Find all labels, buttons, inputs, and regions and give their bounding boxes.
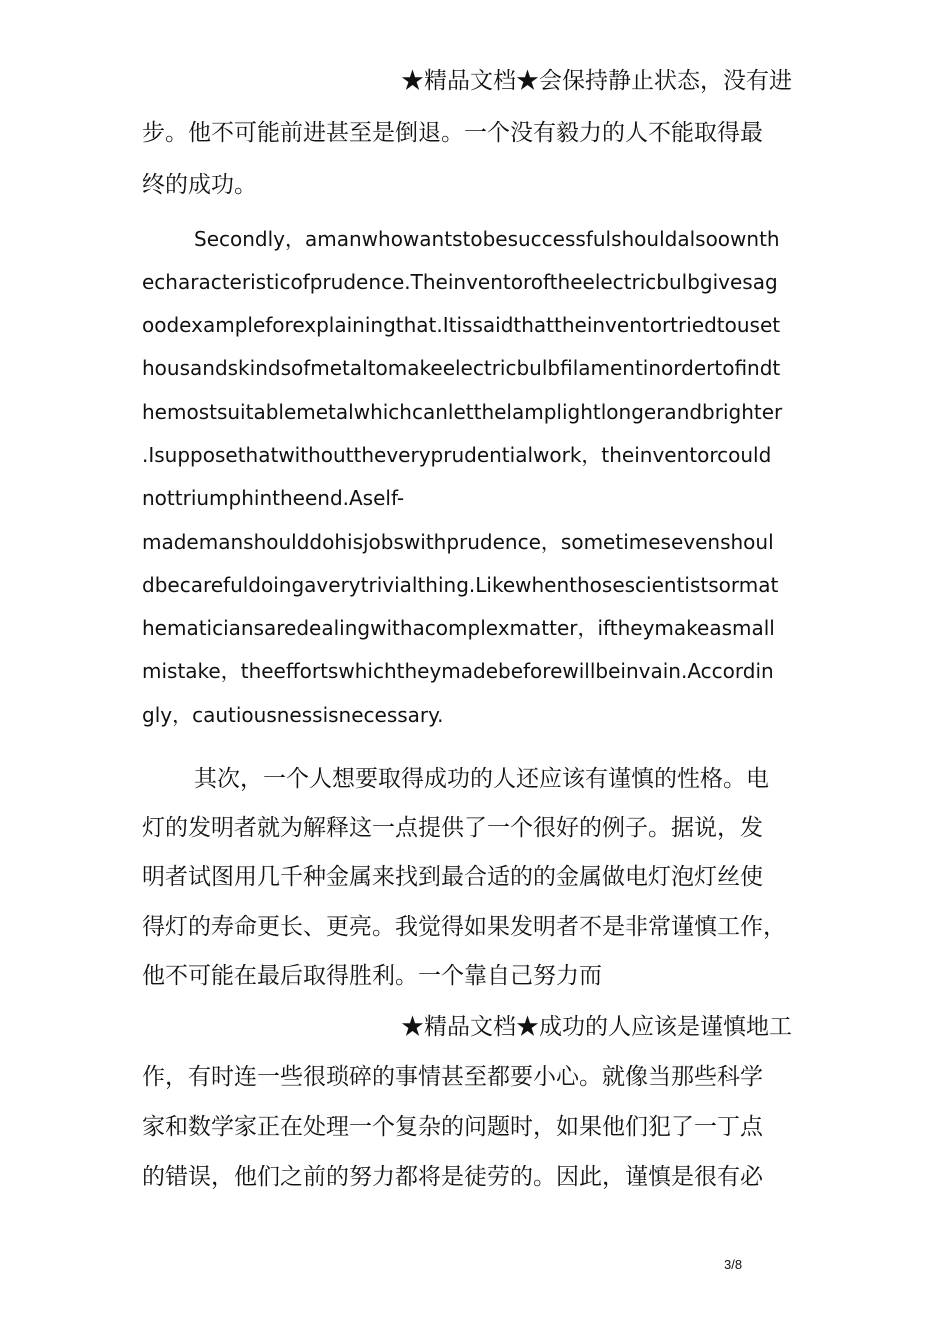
english-paragraph-line: Secondly，amanwhowantstobesuccessfulshouldalsoownth [194, 227, 780, 251]
paragraph-line: 作，有时连一些很琐碎的事情甚至都要小心。就像当那些科学 [142, 1064, 763, 1090]
english-paragraph-line: nottriumphintheend.Aself- [142, 486, 405, 510]
paragraph-line: 终的成功。 [142, 172, 257, 198]
paragraph-line: 他不可能在最后取得胜利。一个靠自己努力而 [142, 963, 602, 989]
paragraph-line: 的错误，他们之前的努力都将是徒劳的。因此，谨慎是很有必 [142, 1164, 763, 1190]
english-paragraph-line: mistake，theeffortswhichtheymadebeforewillbeinvain.Accordin [142, 659, 774, 683]
english-paragraph-line: hemostsuitablemetalwhichcanletthelamplightlongerandbrighter [142, 400, 783, 424]
page-number: 3/8 [724, 1257, 743, 1272]
english-paragraph-line: hematiciansaredealingwithacomplexmatter，iftheymakeasmall [142, 616, 775, 640]
english-paragraph-line: echaracteristicofprudence.Theinventoroftheelectricbulbgivesag [142, 270, 778, 294]
english-paragraph-line: .Isupposethatwithouttheveryprudentialwork，theinventorcould [142, 443, 772, 467]
english-paragraph-line: mademanshoulddohisjobswithprudence，sometimesevenshoul [142, 530, 774, 554]
paragraph-line: 明者试图用几千种金属来找到最合适的的金属做电灯泡灯丝使 [142, 864, 763, 890]
paragraph-line: 步。他不可能前进甚至是倒退。一个没有毅力的人不能取得最 [142, 120, 763, 146]
header-mark-line: ★精品文档★成功的人应该是谨慎地工 [401, 1014, 792, 1040]
header-mark-line: ★精品文档★会保持静止状态，没有进 [401, 68, 792, 94]
english-paragraph-line: oodexampleforexplainingthat.Itissaidthattheinventortriedtouset [142, 313, 781, 337]
english-paragraph-line: gly，cautiousnessisnecessary. [142, 703, 444, 727]
paragraph-line: 灯的发明者就为解释这一点提供了一个很好的例子。据说，发 [142, 815, 763, 841]
english-paragraph-line: dbecarefuldoingaverytrivialthing.Likewhenthosescientistsormat [142, 573, 779, 597]
paragraph-line: 得灯的寿命更长、更亮。我觉得如果发明者不是非常谨慎工作， [142, 914, 786, 940]
paragraph-line: 家和数学家正在处理一个复杂的问题时，如果他们犯了一丁点 [142, 1114, 763, 1140]
paragraph-line: 其次，一个人想要取得成功的人还应该有谨慎的性格。电 [194, 766, 769, 792]
english-paragraph-line: housandskindsofmetaltomakeelectricbulbfilamentinordertofindt [142, 356, 781, 380]
